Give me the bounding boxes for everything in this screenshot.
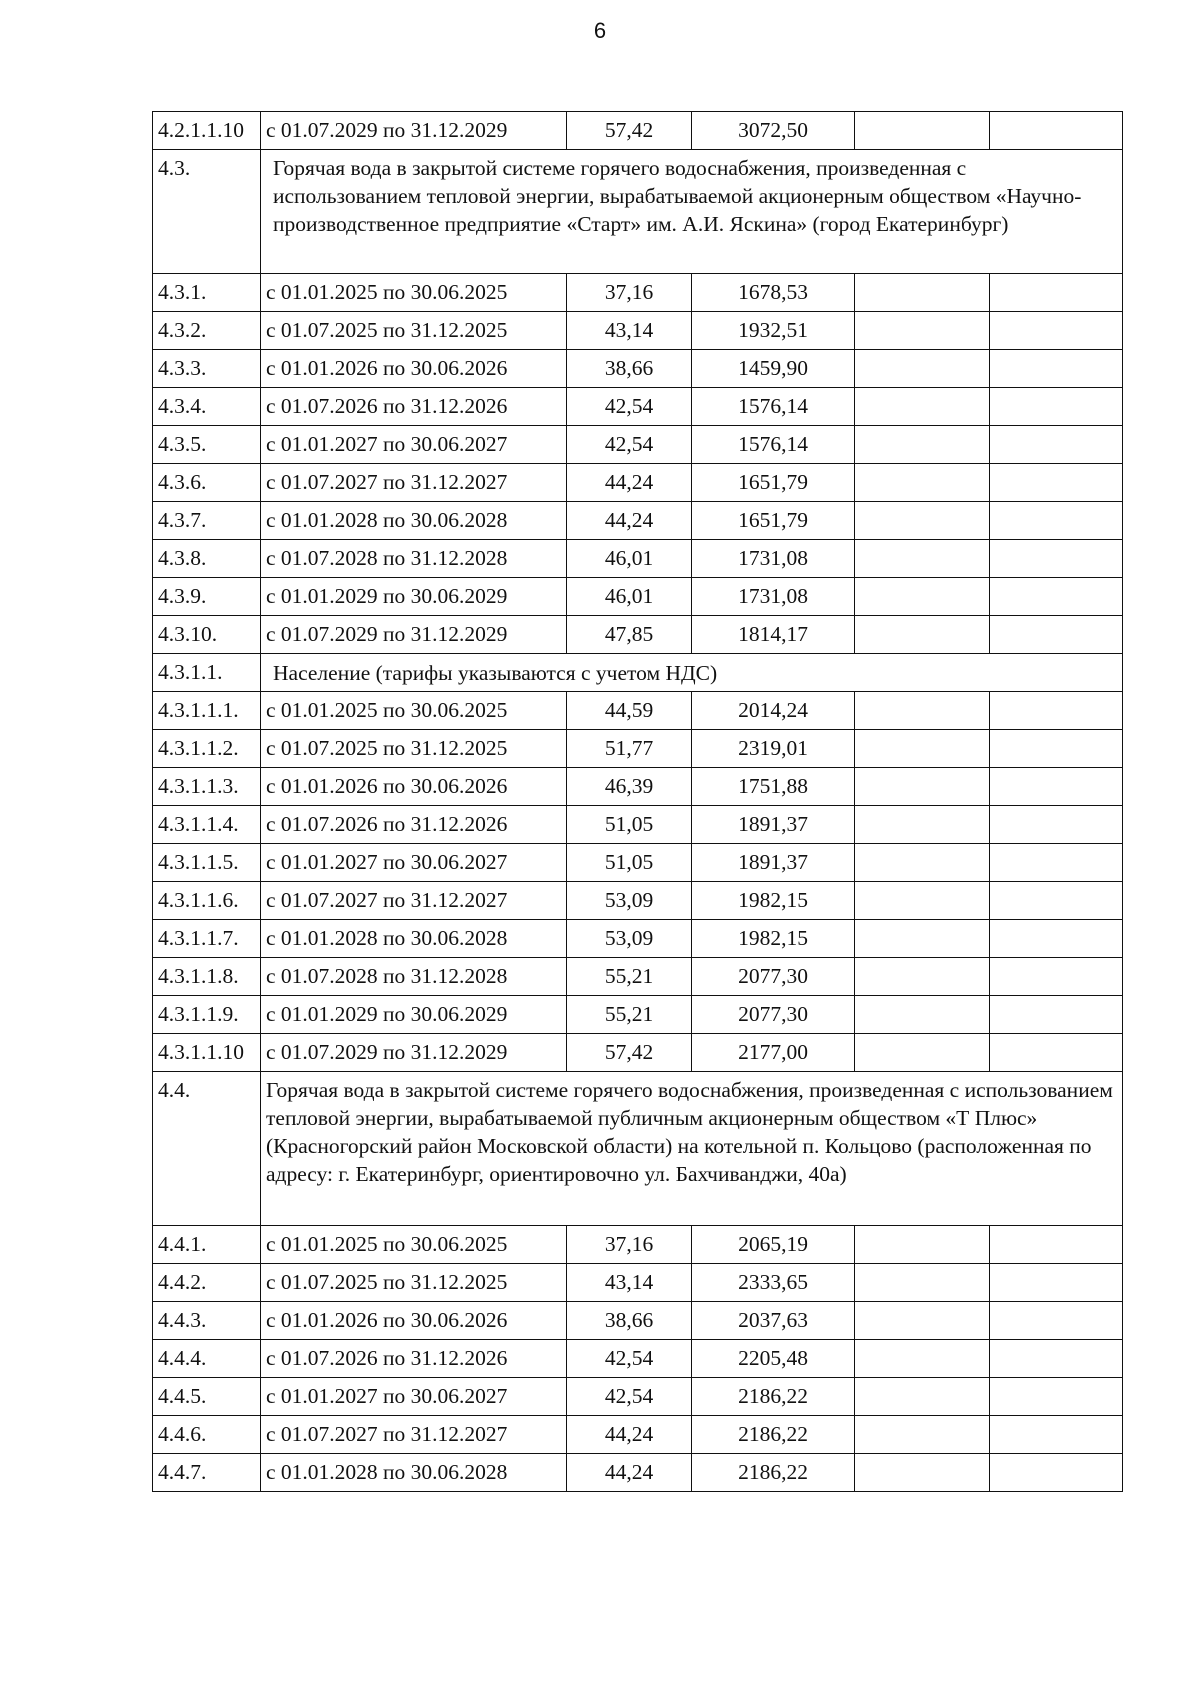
row-empty-cell <box>990 1378 1123 1416</box>
row-value-2: 1932,51 <box>692 312 855 350</box>
row-number: 4.3.1.1.5. <box>153 844 261 882</box>
row-value-2: 2333,65 <box>692 1264 855 1302</box>
row-value-2: 3072,50 <box>692 112 855 150</box>
row-number: 4.3.1.1.9. <box>153 996 261 1034</box>
row-empty-cell <box>990 1416 1123 1454</box>
row-value-1: 55,21 <box>567 996 692 1034</box>
row-period: с 01.01.2028 по 30.06.2028 <box>261 502 567 540</box>
row-empty-cell <box>855 388 990 426</box>
row-value-1: 51,77 <box>567 730 692 768</box>
row-empty-cell <box>855 958 990 996</box>
row-empty-cell <box>990 350 1123 388</box>
row-number: 4.4.3. <box>153 1302 261 1340</box>
row-period: с 01.01.2028 по 30.06.2028 <box>261 920 567 958</box>
table-row <box>153 312 1123 350</box>
row-value-1: 38,66 <box>567 350 692 388</box>
row-value-2: 1651,79 <box>692 464 855 502</box>
row-value-1: 43,14 <box>567 312 692 350</box>
table-row <box>153 730 1123 768</box>
row-empty-cell <box>990 996 1123 1034</box>
row-empty-cell <box>990 312 1123 350</box>
section-number: 4.4. <box>153 1072 261 1226</box>
row-empty-cell <box>990 1340 1123 1378</box>
row-value-1: 57,42 <box>567 112 692 150</box>
row-empty-cell <box>855 350 990 388</box>
row-value-1: 51,05 <box>567 844 692 882</box>
row-value-2: 2186,22 <box>692 1416 855 1454</box>
row-period: с 01.07.2029 по 31.12.2029 <box>261 616 567 654</box>
row-empty-cell <box>855 882 990 920</box>
row-value-2: 2205,48 <box>692 1340 855 1378</box>
row-value-1: 44,24 <box>567 502 692 540</box>
row-empty-cell <box>855 692 990 730</box>
row-value-1: 53,09 <box>567 920 692 958</box>
row-value-1: 44,24 <box>567 1416 692 1454</box>
row-empty-cell <box>855 464 990 502</box>
table-row <box>153 768 1123 806</box>
row-value-2: 1731,08 <box>692 540 855 578</box>
row-value-1: 44,59 <box>567 692 692 730</box>
row-empty-cell <box>990 1454 1123 1492</box>
section-header-row <box>153 1072 1123 1226</box>
row-value-2: 2014,24 <box>692 692 855 730</box>
table-row <box>153 958 1123 996</box>
row-empty-cell <box>990 1302 1123 1340</box>
row-empty-cell <box>990 806 1123 844</box>
table-row <box>153 350 1123 388</box>
table-row <box>153 806 1123 844</box>
row-number: 4.3.1.1.4. <box>153 806 261 844</box>
row-period: с 01.01.2027 по 30.06.2027 <box>261 426 567 464</box>
row-empty-cell <box>990 464 1123 502</box>
row-value-2: 2186,22 <box>692 1378 855 1416</box>
table-row <box>153 274 1123 312</box>
table-row <box>153 540 1123 578</box>
row-empty-cell <box>855 1340 990 1378</box>
row-empty-cell <box>855 920 990 958</box>
row-number: 4.3.10. <box>153 616 261 654</box>
row-number: 4.3.8. <box>153 540 261 578</box>
row-number: 4.3.3. <box>153 350 261 388</box>
row-period: с 01.07.2028 по 31.12.2028 <box>261 958 567 996</box>
row-empty-cell <box>855 274 990 312</box>
row-value-2: 1731,08 <box>692 578 855 616</box>
row-period: с 01.01.2027 по 30.06.2027 <box>261 844 567 882</box>
row-period: с 01.01.2025 по 30.06.2025 <box>261 692 567 730</box>
row-number: 4.3.1.1.7. <box>153 920 261 958</box>
row-value-2: 1576,14 <box>692 388 855 426</box>
table-row <box>153 1302 1123 1340</box>
row-number: 4.3.5. <box>153 426 261 464</box>
table-row <box>153 112 1123 150</box>
row-period: с 01.01.2029 по 30.06.2029 <box>261 996 567 1034</box>
row-value-1: 38,66 <box>567 1302 692 1340</box>
row-empty-cell <box>855 616 990 654</box>
row-empty-cell <box>990 958 1123 996</box>
row-value-2: 2177,00 <box>692 1034 855 1072</box>
row-empty-cell <box>855 112 990 150</box>
row-empty-cell <box>855 1416 990 1454</box>
row-value-1: 47,85 <box>567 616 692 654</box>
table-row <box>153 844 1123 882</box>
table-row <box>153 1340 1123 1378</box>
table-row <box>153 1034 1123 1072</box>
row-empty-cell <box>990 1034 1123 1072</box>
tariff-table <box>152 111 1123 1492</box>
table-row <box>153 692 1123 730</box>
row-empty-cell <box>990 844 1123 882</box>
row-period: с 01.07.2025 по 31.12.2025 <box>261 730 567 768</box>
row-period: с 01.01.2027 по 30.06.2027 <box>261 1378 567 1416</box>
row-empty-cell <box>990 1264 1123 1302</box>
section-header-row <box>153 150 1123 274</box>
row-period: с 01.07.2029 по 31.12.2029 <box>261 112 567 150</box>
row-empty-cell <box>855 768 990 806</box>
row-value-1: 53,09 <box>567 882 692 920</box>
row-number: 4.3.7. <box>153 502 261 540</box>
row-empty-cell <box>855 730 990 768</box>
row-empty-cell <box>855 806 990 844</box>
table-row <box>153 502 1123 540</box>
row-empty-cell <box>855 502 990 540</box>
row-empty-cell <box>855 1378 990 1416</box>
row-period: с 01.01.2026 по 30.06.2026 <box>261 1302 567 1340</box>
row-number: 4.2.1.1.10 <box>153 112 261 150</box>
row-value-1: 44,24 <box>567 1454 692 1492</box>
row-number: 4.3.1.1.10 <box>153 1034 261 1072</box>
row-number: 4.3.1. <box>153 274 261 312</box>
row-number: 4.4.1. <box>153 1226 261 1264</box>
row-value-2: 1814,17 <box>692 616 855 654</box>
row-empty-cell <box>990 1226 1123 1264</box>
row-empty-cell <box>990 112 1123 150</box>
table-row <box>153 1378 1123 1416</box>
row-value-2: 2186,22 <box>692 1454 855 1492</box>
row-empty-cell <box>855 1302 990 1340</box>
row-period: с 01.01.2029 по 30.06.2029 <box>261 578 567 616</box>
row-period: с 01.07.2026 по 31.12.2026 <box>261 1340 567 1378</box>
row-value-1: 43,14 <box>567 1264 692 1302</box>
row-value-1: 42,54 <box>567 1340 692 1378</box>
row-period: с 01.07.2028 по 31.12.2028 <box>261 540 567 578</box>
row-value-2: 1982,15 <box>692 882 855 920</box>
row-empty-cell <box>990 920 1123 958</box>
row-empty-cell <box>855 844 990 882</box>
row-period: с 01.07.2029 по 31.12.2029 <box>261 1034 567 1072</box>
row-empty-cell <box>855 1226 990 1264</box>
row-empty-cell <box>990 274 1123 312</box>
row-period: с 01.07.2026 по 31.12.2026 <box>261 806 567 844</box>
row-period: с 01.01.2025 по 30.06.2025 <box>261 274 567 312</box>
row-value-2: 2319,01 <box>692 730 855 768</box>
row-empty-cell <box>990 540 1123 578</box>
row-period: с 01.01.2028 по 30.06.2028 <box>261 1454 567 1492</box>
row-number: 4.4.2. <box>153 1264 261 1302</box>
page-number: 6 <box>593 18 607 43</box>
row-empty-cell <box>855 996 990 1034</box>
row-value-1: 37,16 <box>567 274 692 312</box>
row-period: с 01.01.2025 по 30.06.2025 <box>261 1226 567 1264</box>
subsection-description: Население (тарифы указываются с учетом НДС) <box>261 654 1123 692</box>
row-value-2: 2077,30 <box>692 996 855 1034</box>
row-empty-cell <box>855 312 990 350</box>
row-empty-cell <box>855 578 990 616</box>
table-row <box>153 996 1123 1034</box>
table-row <box>153 616 1123 654</box>
row-value-2: 1651,79 <box>692 502 855 540</box>
table-row <box>153 1226 1123 1264</box>
row-number: 4.3.1.1.6. <box>153 882 261 920</box>
row-empty-cell <box>855 1264 990 1302</box>
row-value-1: 46,01 <box>567 578 692 616</box>
row-empty-cell <box>990 502 1123 540</box>
tariff-table-body <box>153 112 1123 1492</box>
row-value-1: 42,54 <box>567 388 692 426</box>
row-value-2: 2065,19 <box>692 1226 855 1264</box>
row-number: 4.3.4. <box>153 388 261 426</box>
row-value-2: 1459,90 <box>692 350 855 388</box>
row-empty-cell <box>990 692 1123 730</box>
row-value-1: 55,21 <box>567 958 692 996</box>
row-period: с 01.07.2027 по 31.12.2027 <box>261 1416 567 1454</box>
row-value-2: 1576,14 <box>692 426 855 464</box>
row-value-1: 46,39 <box>567 768 692 806</box>
row-value-1: 46,01 <box>567 540 692 578</box>
table-row <box>153 578 1123 616</box>
row-number: 4.3.1.1.3. <box>153 768 261 806</box>
row-number: 4.3.6. <box>153 464 261 502</box>
row-empty-cell <box>990 388 1123 426</box>
row-number: 4.4.6. <box>153 1416 261 1454</box>
row-value-2: 1982,15 <box>692 920 855 958</box>
row-empty-cell <box>990 882 1123 920</box>
row-number: 4.3.2. <box>153 312 261 350</box>
row-value-2: 2077,30 <box>692 958 855 996</box>
table-row <box>153 1416 1123 1454</box>
section-number: 4.3.1.1. <box>153 654 261 692</box>
row-value-2: 1891,37 <box>692 844 855 882</box>
row-value-1: 42,54 <box>567 426 692 464</box>
row-empty-cell <box>990 616 1123 654</box>
table-row <box>153 882 1123 920</box>
row-number: 4.3.9. <box>153 578 261 616</box>
row-period: с 01.07.2027 по 31.12.2027 <box>261 882 567 920</box>
row-value-1: 51,05 <box>567 806 692 844</box>
row-empty-cell <box>990 730 1123 768</box>
row-empty-cell <box>855 1034 990 1072</box>
row-empty-cell <box>990 578 1123 616</box>
table-row <box>153 1454 1123 1492</box>
section-description: Горячая вода в закрытой системе горячего водоснабжения, произведенная с использованием тепловой энергии, вырабатываемой акционерным обществом «Научно-производственное предприятие «Старт» им. А.И. Яскина» (город Екатеринбург) <box>261 150 1123 274</box>
subsection-header-row <box>153 654 1123 692</box>
section-description: Горячая вода в закрытой системе горячего водоснабжения, произведенная с использованием тепловой энергии, вырабатываемой публичным акционерным обществом «Т Плюс» (Красногорский район Московской области) на котельной п. Кольцово (расположенная по адресу: г. Екатеринбург, ориентировочно ул. Бахчиванджи, 40а) <box>261 1072 1123 1226</box>
row-period: с 01.07.2025 по 31.12.2025 <box>261 312 567 350</box>
table-row <box>153 464 1123 502</box>
row-number: 4.4.4. <box>153 1340 261 1378</box>
row-number: 4.3.1.1.2. <box>153 730 261 768</box>
row-empty-cell <box>855 426 990 464</box>
section-number: 4.3. <box>153 150 261 274</box>
row-empty-cell <box>855 540 990 578</box>
row-number: 4.4.7. <box>153 1454 261 1492</box>
row-value-2: 1678,53 <box>692 274 855 312</box>
row-value-1: 44,24 <box>567 464 692 502</box>
row-number: 4.3.1.1.1. <box>153 692 261 730</box>
table-row <box>153 388 1123 426</box>
row-empty-cell <box>990 426 1123 464</box>
row-value-2: 1751,88 <box>692 768 855 806</box>
row-value-1: 57,42 <box>567 1034 692 1072</box>
row-empty-cell <box>855 1454 990 1492</box>
row-period: с 01.01.2026 по 30.06.2026 <box>261 350 567 388</box>
row-period: с 01.07.2025 по 31.12.2025 <box>261 1264 567 1302</box>
row-value-2: 2037,63 <box>692 1302 855 1340</box>
row-number: 4.3.1.1.8. <box>153 958 261 996</box>
row-period: с 01.07.2026 по 31.12.2026 <box>261 388 567 426</box>
table-row <box>153 920 1123 958</box>
row-value-1: 42,54 <box>567 1378 692 1416</box>
row-value-1: 37,16 <box>567 1226 692 1264</box>
table-row <box>153 1264 1123 1302</box>
row-value-2: 1891,37 <box>692 806 855 844</box>
row-number: 4.4.5. <box>153 1378 261 1416</box>
row-period: с 01.01.2026 по 30.06.2026 <box>261 768 567 806</box>
row-period: с 01.07.2027 по 31.12.2027 <box>261 464 567 502</box>
row-empty-cell <box>990 768 1123 806</box>
table-row <box>153 426 1123 464</box>
